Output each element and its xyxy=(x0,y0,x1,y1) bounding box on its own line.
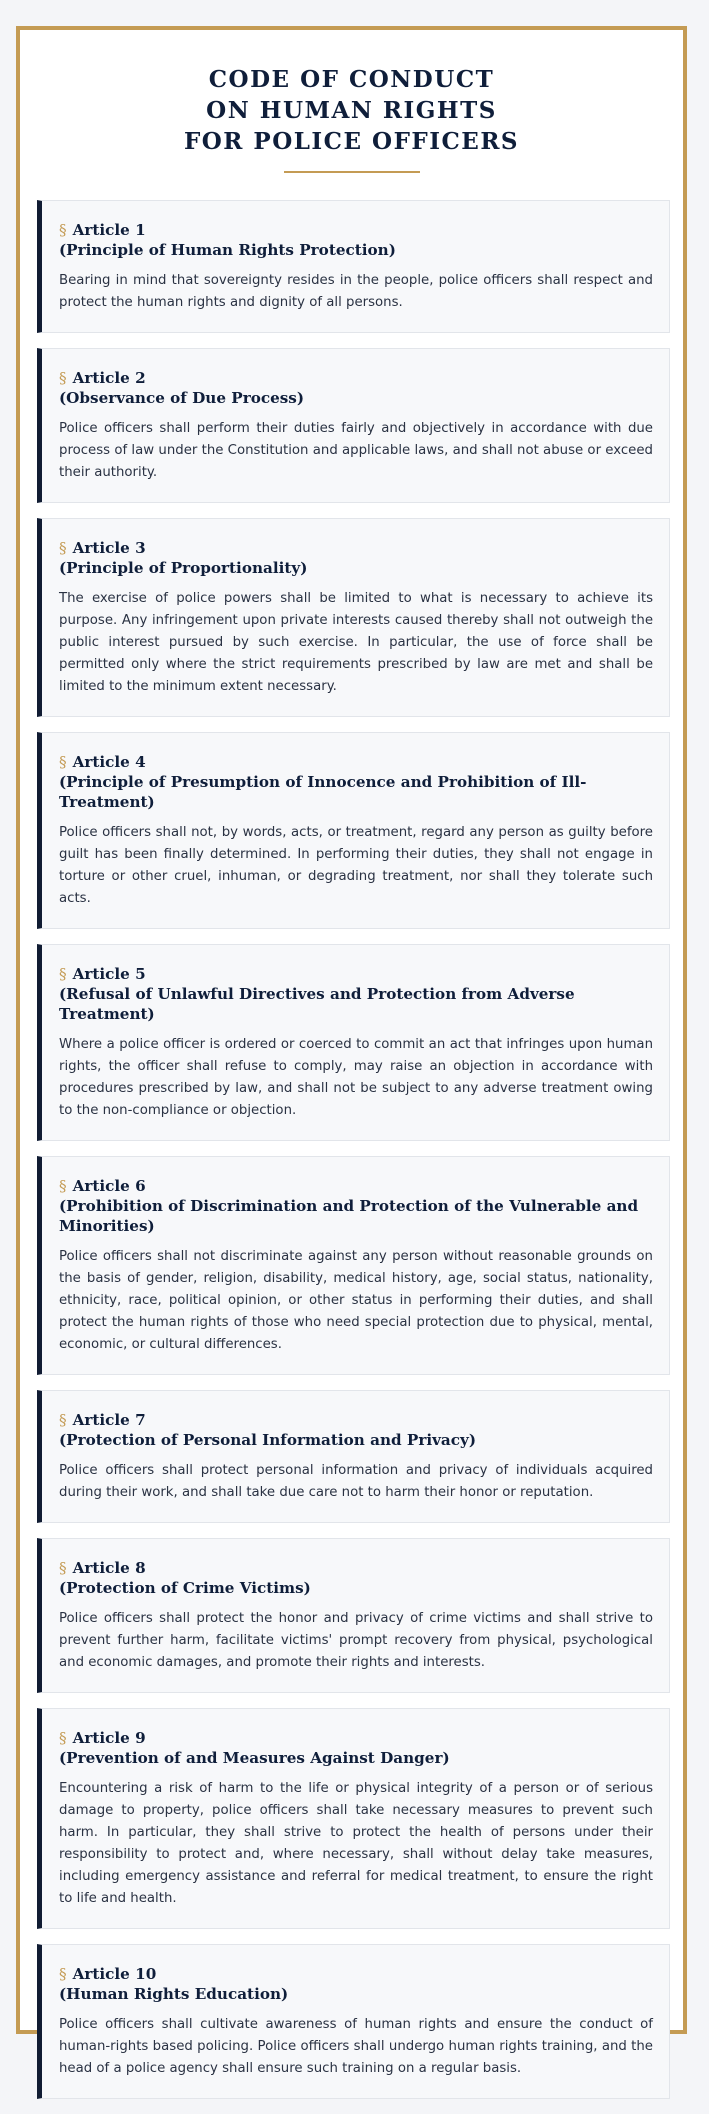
section-symbol-icon: § xyxy=(59,539,67,557)
section-symbol-icon: § xyxy=(59,1729,67,1747)
article-number: Article 9 xyxy=(72,1729,146,1747)
article-number: Article 6 xyxy=(72,1177,146,1195)
article-body: Bearing in mind that sovereignty resides in the people, police officers shall respect and protect the human rights and dignity of all persons. xyxy=(59,273,653,310)
article-title: (Prevention of and Measures Against Danger) xyxy=(59,1749,450,1767)
article-title: (Human Rights Education) xyxy=(59,1985,289,2003)
section-symbol-icon: § xyxy=(59,1965,67,1983)
section-symbol-icon: § xyxy=(59,369,67,387)
section-symbol-icon: § xyxy=(59,221,67,239)
article-body: Police officers shall not, by words, acts, or treatment, regard any person as guilty before guilt has been finally determined. In performing their duties, they shall not engage in torture or other cruel, inhuman, or degrading treatment, nor shall they tolerate such acts. xyxy=(59,825,653,906)
article-number: Article 4 xyxy=(72,753,146,771)
article-number: Article 1 xyxy=(72,221,146,239)
article-title: (Principle of Human Rights Protection) xyxy=(59,241,396,259)
article-title: (Principle of Presumption of Innocence and Prohibition of Ill-Treatment) xyxy=(59,773,587,811)
article-title: (Observance of Due Process) xyxy=(59,389,305,407)
article-title: (Protection of Personal Information and Privacy) xyxy=(59,1431,477,1449)
article-body: Police officers shall protect personal information and privacy of individuals acquired during their work, and shall take due care not to harm their honor or reputation. xyxy=(59,1463,653,1500)
document-title-line-2: ON HUMAN RIGHTS xyxy=(206,97,497,124)
article-title: (Prohibition of Discrimination and Protection of the Vulnerable and Minorities) xyxy=(59,1197,639,1235)
article-card xyxy=(37,518,670,717)
section-symbol-icon: § xyxy=(59,1177,67,1195)
article-body: Police officers shall cultivate awareness of human rights and ensure the conduct of human-rights based policing. Police officers shall undergo human rights training, and the head of a police agency shall ensure such training on a regular basis. xyxy=(59,2017,653,2076)
article-number: Article 2 xyxy=(72,369,146,387)
article-number: Article 8 xyxy=(72,1559,146,1577)
article-body: The exercise of police powers shall be limited to what is necessary to achieve its purpose. Any infringement upon private interests caused thereby shall not outweigh the public interest pursued by such exercise. In particular, the use of force shall be permitted only where the strict requirements prescribed by law are met and shall be limited to the minimum extent necessary. xyxy=(59,591,653,694)
article-card xyxy=(37,944,670,1141)
article-card xyxy=(37,1538,670,1693)
article-card xyxy=(37,1708,670,1929)
article-number: Article 7 xyxy=(72,1411,146,1429)
articles-list xyxy=(37,200,670,2114)
article-body: Encountering a risk of harm to the life or physical integrity of a person or of serious damage to property, police officers shall take necessary measures to prevent such harm. In particular, they shall strive to protect the health of persons under their responsibility to protect and, where necessary, shall without delay take measures, including emergency assistance and referral for medical treatment, to ensure the right to life and health. xyxy=(59,1781,653,1906)
section-symbol-icon: § xyxy=(59,965,67,983)
section-symbol-icon: § xyxy=(59,1559,67,1577)
article-number: Article 10 xyxy=(72,1965,157,1983)
article-body: Police officers shall not discriminate against any person without reasonable grounds on the basis of gender, religion, disability, medical history, age, social status, nationality, ethnicity, race, political opinion, or other status in performing their duties, and shall protect the human rights of those who need special protection due to physical, mental, economic, or cultural differences. xyxy=(59,1249,653,1352)
article-title: (Refusal of Unlawful Directives and Protection from Adverse Treatment) xyxy=(59,985,575,1023)
article-body: Where a police officer is ordered or coerced to commit an act that infringes upon human rights, the officer shall refuse to comply, may raise an objection in accordance with procedures prescribed by law, and shall not be subject to any adverse treatment owing to the non-compliance or objection. xyxy=(59,1037,653,1118)
article-card xyxy=(37,1944,670,2099)
document-title-line-3: FOR POLICE OFFICERS xyxy=(183,128,520,155)
article-card xyxy=(37,732,670,929)
document-header xyxy=(20,30,683,173)
article-body: Police officers shall perform their duties fairly and objectively in accordance with due process of law under the Constitution and applicable laws, and shall not abuse or exceed their authority. xyxy=(59,421,653,480)
section-symbol-icon: § xyxy=(59,753,67,771)
section-symbol-icon: § xyxy=(59,1411,67,1429)
document-title-line-1: CODE OF CONDUCT xyxy=(208,66,495,93)
article-body: Police officers shall protect the honor and privacy of crime victims and shall strive to prevent further harm, facilitate victims' prompt recovery from physical, psychological and economic damages, and promote their rights and interests. xyxy=(59,1611,653,1670)
document-frame xyxy=(16,26,687,2076)
article-number: Article 5 xyxy=(72,965,146,983)
article-number: Article 3 xyxy=(72,539,146,557)
title-divider xyxy=(284,171,420,173)
article-title: (Protection of Crime Victims) xyxy=(59,1579,311,1597)
article-card xyxy=(37,200,670,333)
article-card xyxy=(37,348,670,503)
article-card xyxy=(37,1390,670,1523)
article-card xyxy=(37,1156,670,1375)
article-title: (Principle of Proportionality) xyxy=(59,559,308,577)
